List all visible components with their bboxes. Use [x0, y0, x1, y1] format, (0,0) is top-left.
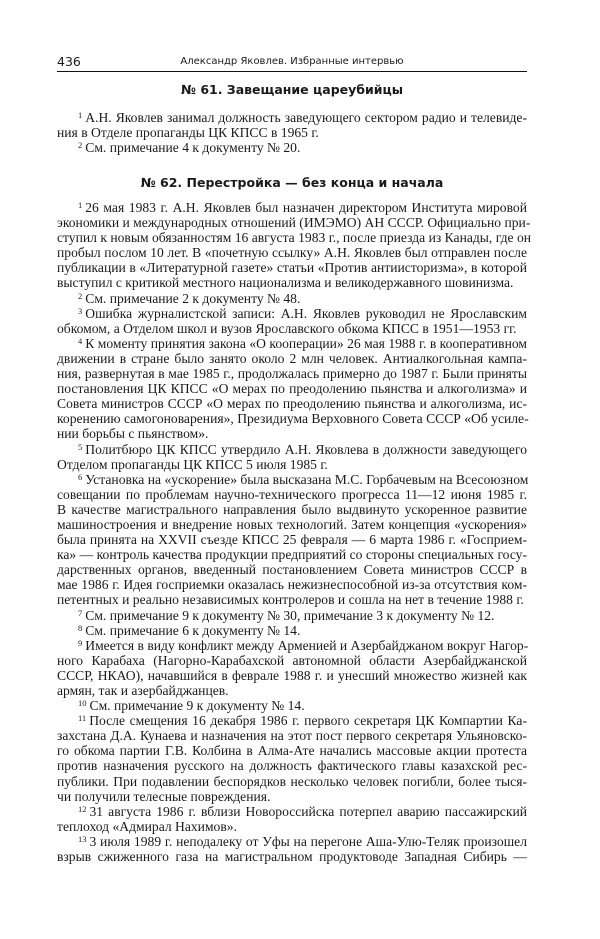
footnote-6 [57, 472, 527, 608]
footnote-7 [57, 608, 527, 623]
footnote-text: чи получили телесные повреждения. [57, 788, 271, 804]
footnote-line [57, 743, 527, 758]
footnote-text: Имеется в виду конфликт между Арменией и Азербайджаном вокруг Нагор- [85, 637, 529, 653]
footnote-line [57, 774, 527, 789]
footnote-line [57, 426, 527, 441]
footnote-text: взрыв сжиженного газа на магистральном продуктоводе Западная Сибирь — [57, 849, 527, 865]
section-61-notes [57, 110, 527, 155]
footnote-line [57, 110, 527, 125]
footnote-text: Ошибка журналистской записи: А.Н. Яковлев руководил не Ярославским [85, 305, 527, 321]
footnote-number: 2 [78, 290, 83, 301]
footnote-number: 9 [78, 637, 83, 648]
footnote-text: коренению самогоноварения», Президиума Верховного Совета СССР «Об усиле- [57, 411, 529, 427]
footnote-text: теплоход «Адмирал Нахимов». [57, 818, 237, 834]
footnote-line [57, 472, 527, 487]
footnote-text: захстана Д.А. Кунаева и назначения на этот пост первого секретаря Ульяновско- [57, 728, 527, 744]
footnote-text: выступил с критикой местного национализма и великодержавного шовинизма. [57, 275, 514, 291]
footnote-line [57, 804, 527, 819]
footnote-text: петентных и реально независимых контролеров и сошла на нет в течение 1988 г. [57, 592, 524, 608]
footnote-line [57, 140, 527, 155]
footnote-line [57, 321, 527, 336]
footnote-number: 6 [78, 471, 83, 482]
footnote-number: 3 [78, 305, 83, 316]
footnote-line [57, 728, 527, 743]
footnote-text: совещании по проблемам научно-технического прогресса 11—12 июня 1985 г. [57, 486, 527, 502]
footnote-line [57, 366, 527, 381]
footnote-10 [57, 698, 527, 713]
footnote-line [57, 457, 527, 472]
footnote-line [57, 442, 527, 457]
footnote-line [57, 577, 527, 592]
footnote-text: 3 июля 1989 г. неподалеку от Уфы на перегоне Аша-Улю-Теляк произошел [89, 833, 527, 849]
footnote-text: См. примечание 9 к документу № 14. [89, 698, 305, 714]
footnote-line [57, 396, 527, 411]
footnote-text: См. примечание 6 к документу № 14. [85, 622, 301, 638]
footnote-text: пробыл послом 10 лет. В «почетную ссылку» А.Н. Яковлев был отправлен после [57, 245, 527, 261]
footnote-line [57, 260, 527, 275]
footnote-text: публикации в «Литературной газете» статьи «Против антиисторизма», в которой [57, 260, 527, 276]
footnote-text: См. примечание 9 к документу № 30, примечание 3 к документу № 12. [85, 607, 495, 623]
footnote-text: А.Н. Яковлев занимал должность заведующего сектором радио и телевиде- [85, 110, 527, 125]
footnote-2 [57, 140, 527, 155]
footnote-line [57, 275, 527, 290]
footnote-number: 7 [78, 607, 83, 618]
footnote-9 [57, 638, 527, 698]
footnote-number: 13 [78, 833, 87, 844]
footnote-text: нии борьбы с пьянством». [57, 426, 209, 442]
footnote-text: ка» — контроль качества продукции предприятий со стороны специальных госу- [57, 547, 527, 563]
footnote-line [57, 789, 527, 804]
footnote-text: обкомом, а Отделом школ и вузов Ярославского обкома КПСС в 1951—1953 гг. [57, 320, 517, 336]
footnote-line [57, 411, 527, 426]
footnote-line [57, 336, 527, 351]
footnote-line [57, 698, 527, 713]
footnote-4 [57, 336, 527, 442]
footnote-line [57, 638, 527, 653]
footnote-number: 1 [78, 200, 83, 210]
footnote-line [57, 306, 527, 321]
footnote-line [57, 834, 527, 849]
footnote-line [57, 200, 527, 215]
footnote-text: ния в Отделе пропаганды ЦК КПСС в 1965 г. [57, 125, 319, 141]
footnote-line [57, 532, 527, 547]
section-title-62: № 62. Перестройка — без конца и начала [140, 175, 444, 190]
footnote-text: Отделом пропаганды ЦК КПСС 5 июля 1985 г. [57, 456, 328, 472]
footnote-12 [57, 804, 527, 834]
footnote-line [57, 291, 527, 306]
footnote-8 [57, 623, 527, 638]
footnote-5 [57, 442, 527, 472]
footnote-2 [57, 291, 527, 306]
footnote-line [57, 125, 527, 140]
footnote-text: 26 мая 1983 г. А.Н. Яковлев был назначен директором Института мировой [85, 200, 527, 215]
footnote-number: 10 [78, 698, 87, 709]
footnote-text: Политбюро ЦК КПСС утвердило А.Н. Яковлева в должности заведующего [85, 441, 527, 457]
footnote-text: См. примечание 2 к документу № 48. [85, 290, 301, 306]
footnote-text: В качестве магистрального направления было выдвинуто ускоренное развитие [57, 501, 527, 517]
footnote-text: ния, развернутая в мае 1985 г., продолжалась примерно до 1987 г. Были приняты [57, 366, 527, 382]
footnote-11 [57, 713, 527, 804]
footnote-line [57, 668, 527, 683]
footnote-text: движении в стране было занято около 2 млн человек. Антиалкогольная кампа- [57, 350, 527, 366]
footnote-3 [57, 306, 527, 336]
footnote-line [57, 245, 527, 260]
footnote-text: мае 1986 г. Идея госприемки оказалась нежизнеспособной из-за отсутствия ком- [57, 577, 527, 593]
footnote-line [57, 608, 527, 623]
section-title-61: № 61. Завещание цареубийцы [180, 82, 404, 97]
footnote-line [57, 562, 527, 577]
footnote-line [57, 381, 527, 396]
footnote-line [57, 819, 527, 834]
footnote-text: Установка на «ускорение» была высказана М.С. Горбачевым на Всесоюзном [85, 471, 529, 487]
footnote-text: го обкома партии Г.В. Колбина в Алма-Ате начались массовые акции протеста [57, 743, 527, 759]
footnote-line [57, 517, 527, 532]
footnote-1 [57, 200, 532, 291]
footnote-text: См. примечание 4 к документу № 20. [85, 140, 301, 156]
footnote-line [57, 758, 527, 773]
footnote-line [57, 713, 527, 728]
footnote-line [57, 849, 527, 864]
footnote-line [57, 215, 531, 231]
footnote-text: ного Карабаха (Нагорно-Карабахской автономной области Азербайджанской [57, 652, 527, 668]
footnote-line [57, 683, 527, 698]
footnote-number: 2 [78, 140, 83, 151]
footnote-text: была принята на XXVII съезде КПСС 25 февраля — 6 марта 1986 г. «Госприем- [57, 532, 527, 548]
footnote-text: экономики и международных отношений (ИМЭМО) АН СССР. Официально при- [57, 215, 531, 231]
footnote-number: 4 [78, 335, 83, 346]
footnote-text: против назначения русского на должность фактического главы казахской рес- [57, 758, 527, 774]
footnote-text: Совета министров СССР «О мерах по преодолению пьянства и алкоголизма, ис- [57, 396, 527, 412]
footnote-text: К моменту принятия закона «О кооперации» 26 мая 1988 г. в кооперативном [85, 335, 527, 351]
footnote-text: ступил к новым обязанностям 16 августа 1983 г., после приезда из Канады, где он [57, 230, 532, 246]
footnote-1 [57, 110, 527, 140]
running-header [57, 54, 527, 72]
footnote-number: 12 [78, 803, 87, 814]
footnote-line [57, 653, 527, 668]
footnote-line [57, 502, 527, 517]
footnote-number: 1 [78, 110, 83, 120]
footnote-13 [57, 834, 527, 864]
running-title: Александр Яковлев. Избранные интервью [180, 56, 404, 67]
footnote-line [57, 351, 527, 366]
footnote-text: После смещения 16 декабря 1986 г. первого секретаря ЦК Компартии Ка- [89, 713, 527, 729]
footnote-text: армян, так и азербайджанцев. [57, 683, 229, 698]
section-62-notes [57, 200, 532, 865]
footnote-text: 31 августа 1986 г. вблизи Новороссийска потерпел аварию пассажирский [89, 803, 527, 819]
footnote-text: публики. При подавлении беспорядков несколько человек погибли, более тыся- [57, 773, 527, 789]
footnote-text: дарственных органов, введенный постановлением Совета министров СССР в [57, 562, 527, 578]
footnote-text: постановления ЦК КПСС «О мерах по преодолению пьянства и алкоголизма» и [57, 381, 527, 397]
footnote-number: 11 [78, 713, 87, 724]
footnote-line [57, 487, 527, 502]
footnote-text: СССР, НКАО), начавшийся в феврале 1988 г. и унесший множество жизней как [57, 667, 527, 683]
footnote-number: 5 [78, 441, 83, 452]
page-number: 436 [57, 54, 81, 69]
footnote-number: 8 [78, 622, 83, 633]
footnote-line [57, 592, 527, 607]
footnote-line [57, 230, 532, 246]
footnote-text: машиностроения и внедрение новых технологий. Затем концепция «ускорения» [57, 516, 527, 532]
footnote-line [57, 547, 527, 562]
footnote-line [57, 623, 527, 638]
